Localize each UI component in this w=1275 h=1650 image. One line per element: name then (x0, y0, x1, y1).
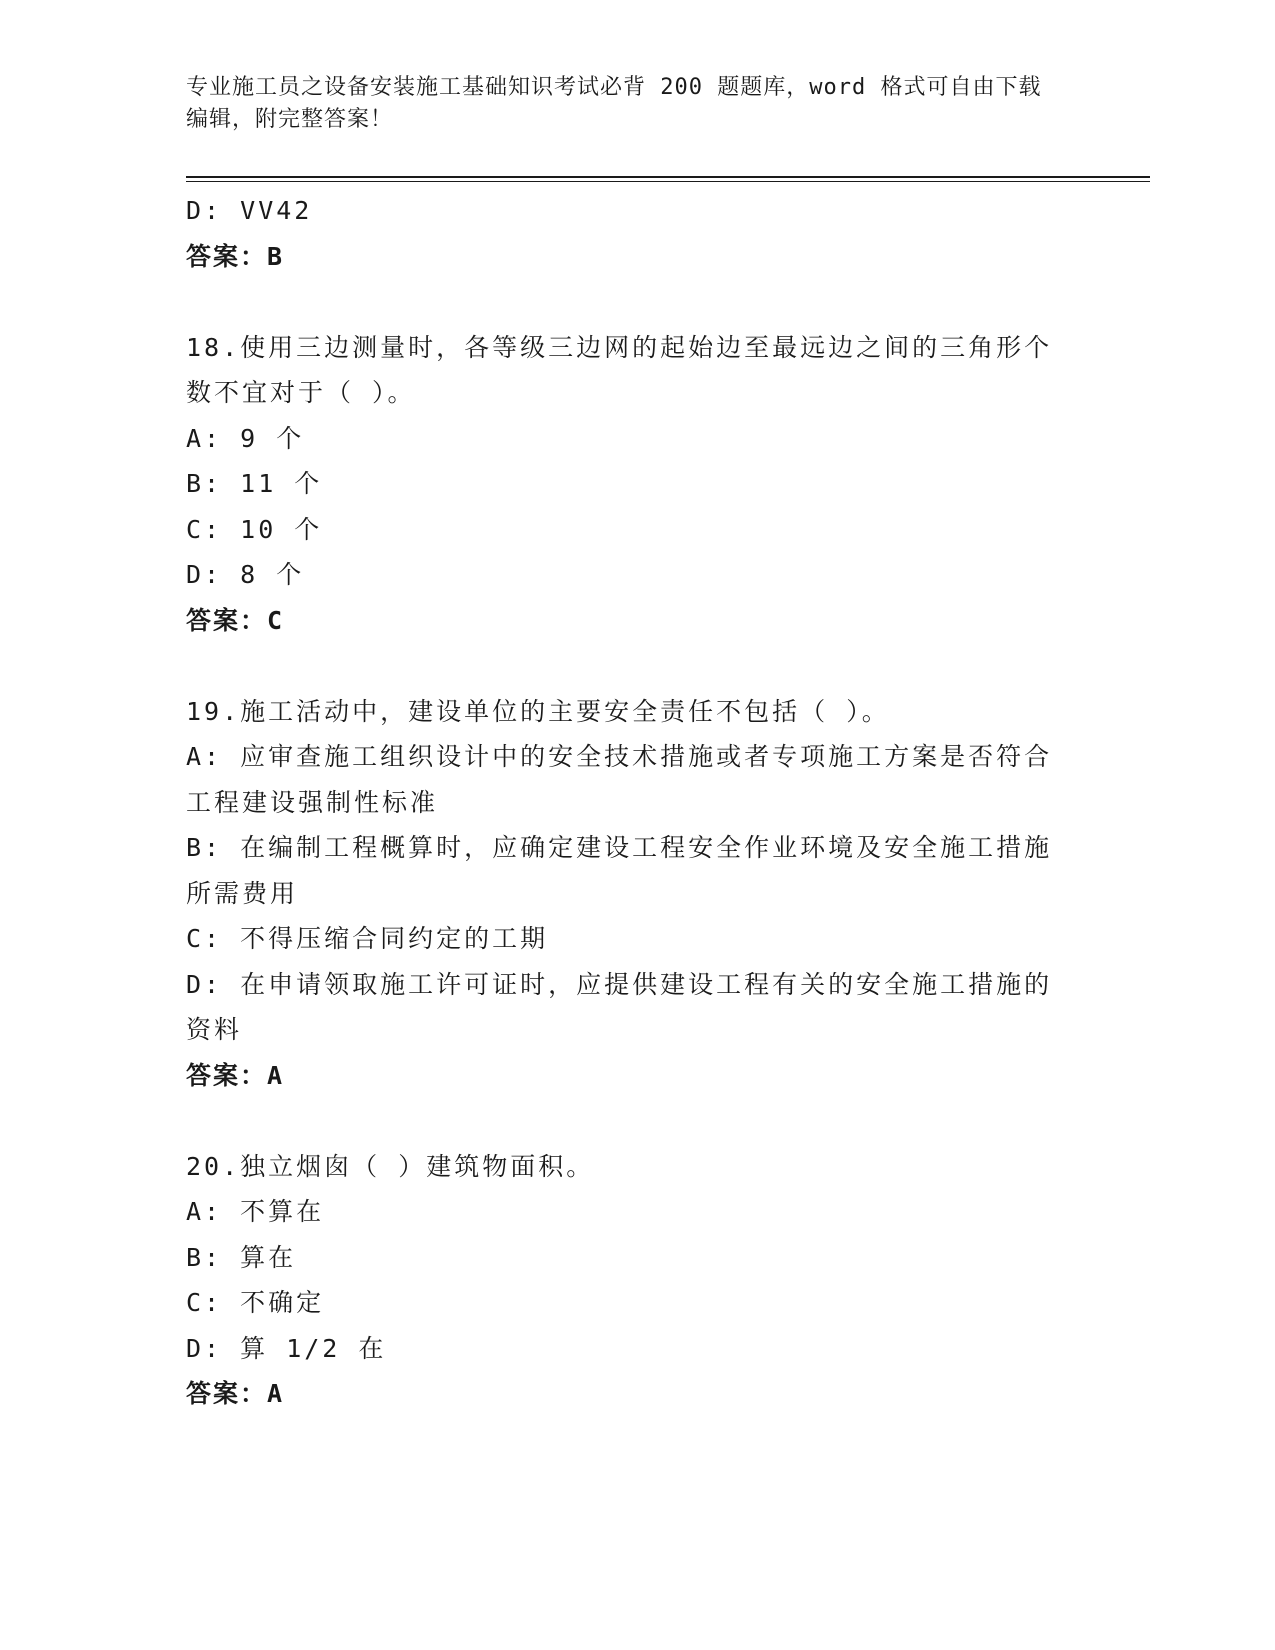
option-d: D: 在申请领取施工许可证时，应提供建设工程有关的安全施工措施的 (186, 969, 1053, 999)
question-18 (186, 325, 1076, 644)
option-c: C: 不确定 (186, 1288, 325, 1317)
header-divider-thick (186, 176, 1150, 178)
question-stem: 19.施工活动中，建设单位的主要安全责任不包括（ ）。 (186, 696, 890, 726)
option-d: D: 8 个 (186, 560, 305, 589)
question-stem: 20.独立烟囱（ ）建筑物面积。 (186, 1151, 595, 1181)
question-spacer (186, 1098, 1076, 1144)
option-a: A: 9 个 (186, 423, 305, 453)
question-spacer (186, 643, 1076, 689)
option-a-continued: 工程建设强制性标准 (186, 787, 439, 817)
question-20 (186, 1144, 1076, 1417)
question-list (186, 188, 1076, 1417)
answer-label: 答案：A (186, 1060, 285, 1090)
answer-label: 答案：A (186, 1379, 285, 1408)
question-19 (186, 689, 1076, 1099)
answer-label: 答案：C (186, 605, 285, 635)
option-d: D: VV42 (186, 196, 313, 225)
option-a: A: 不算在 (186, 1197, 325, 1226)
question-spacer (186, 279, 1076, 325)
question-stem-continued: 数不宜对于（ ）。 (186, 378, 416, 407)
header-title-line-2: 编辑，附完整答案！ (186, 107, 394, 132)
page-header (186, 72, 1066, 136)
question-stem: 18.使用三边测量时，各等级三边网的起始边至最远边之间的三角形个 (186, 332, 1053, 362)
header-title-line-1: 专业施工员之设备安装施工基础知识考试必背 200 题题库，word 格式可自由下载 (186, 75, 1042, 100)
option-b-continued: 所需费用 (186, 878, 299, 908)
option-c: C: 不得压缩合同约定的工期 (186, 924, 549, 953)
option-a: A: 应审查施工组织设计中的安全技术措施或者专项施工方案是否符合 (186, 742, 1053, 771)
option-b: B: 11 个 (186, 469, 323, 498)
question-17-tail (186, 188, 1076, 279)
option-b: B: 在编制工程概算时，应确定建设工程安全作业环境及安全施工措施 (186, 833, 1053, 862)
answer-label: 答案：B (186, 241, 285, 271)
option-b: B: 算在 (186, 1242, 297, 1272)
option-d-continued: 资料 (186, 1015, 243, 1044)
option-c: C: 10 个 (186, 514, 323, 544)
header-divider-thin (186, 181, 1150, 182)
option-d: D: 算 1/2 在 (186, 1333, 387, 1363)
